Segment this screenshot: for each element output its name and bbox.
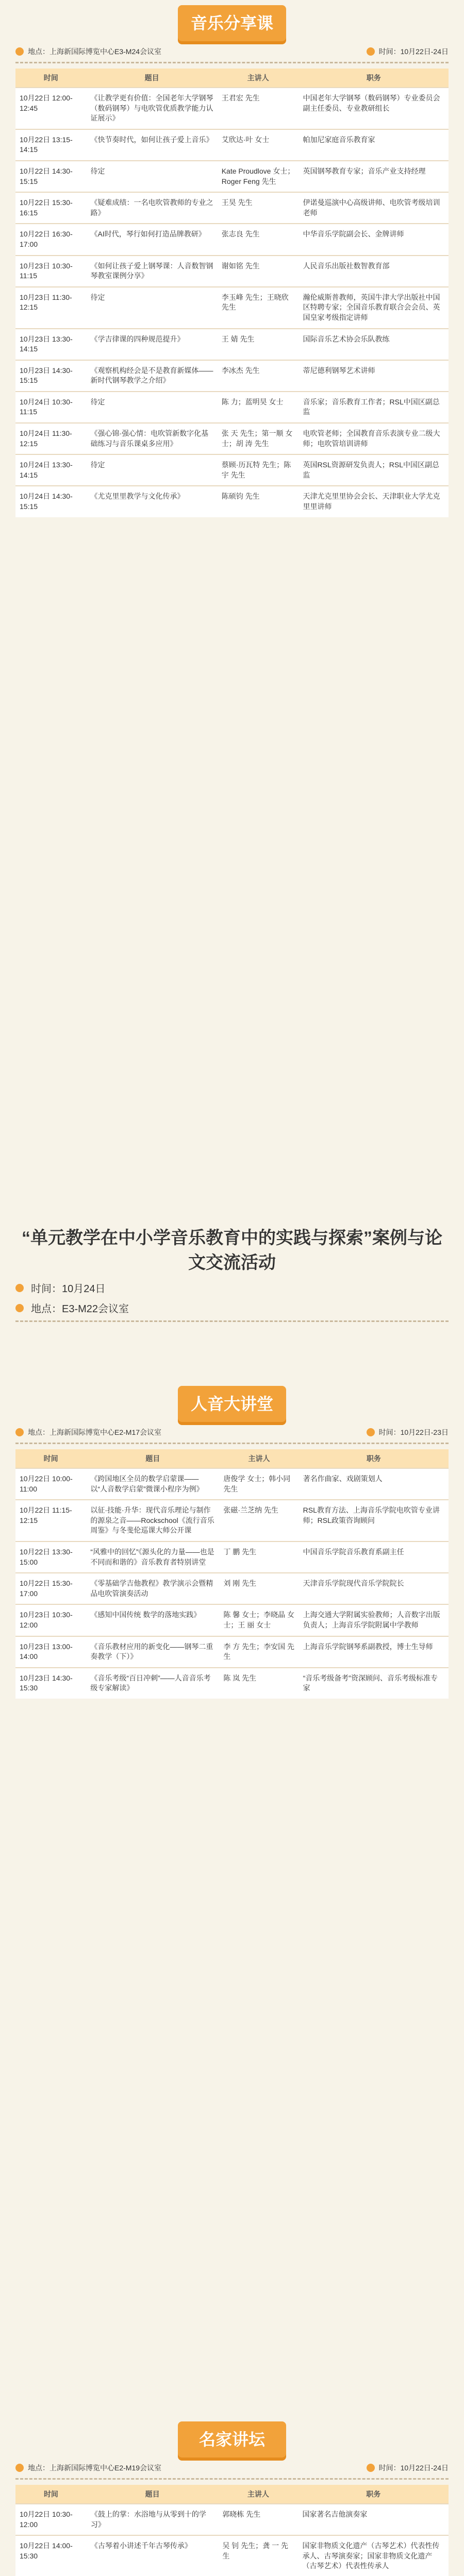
cell-speaker: 陈 馨 女士；李晓晶 女士；王 丽 女士 xyxy=(219,1604,299,1636)
cell-time: 10月23日 10:30-11:15 xyxy=(15,256,87,287)
forum-time: 时间：10月24日 xyxy=(31,1283,106,1295)
cell-speaker: 陈硕钧 先生 xyxy=(218,486,299,517)
cell-time: 10月22日 12:00-12:45 xyxy=(15,88,87,129)
cell-role: 上海音乐学院钢琴系副教授，博士生导师 xyxy=(299,1636,449,1668)
music-share-title: 音乐分享课 xyxy=(178,5,286,41)
cell-topic: 《观察机构经会是不是教育新媒体——新时代钢琴教学之介绍》 xyxy=(87,360,218,392)
cell-time: 10月24日 13:30-14:15 xyxy=(15,454,87,486)
cell-role: 音乐家；音乐教育工作者；RSL中国区副总监 xyxy=(299,392,449,423)
masters-table xyxy=(15,2485,449,2576)
cell-topic: 《跨国地区全员的数学启蒙课——以“人音数学启蒙”微课小程序为例》 xyxy=(86,1468,219,1500)
location-icon xyxy=(15,2464,24,2472)
cell-time: 10月24日 10:30-11:15 xyxy=(15,392,87,423)
col-topic: 题目 xyxy=(86,1449,219,1468)
col-speaker: 主讲人 xyxy=(218,2485,298,2504)
table-row xyxy=(15,129,449,161)
lecture-meta xyxy=(15,1422,449,1444)
table-row xyxy=(15,1636,449,1668)
cell-time: 10月22日 16:30-17:00 xyxy=(15,224,87,255)
lecture-location: 地点：上海新国际博览中心E2-M17会议室 xyxy=(28,1428,162,1436)
cell-speaker: 蔡顾·历瓦特 先生；陈宇 先生 xyxy=(218,454,299,486)
clock-icon xyxy=(15,1284,24,1292)
cell-role: 著名作曲家、戏剧策划人 xyxy=(299,1468,449,1500)
cell-time: 10月23日 11:30-12:15 xyxy=(15,287,87,329)
table-row xyxy=(15,161,449,192)
clock-icon xyxy=(367,47,375,56)
lecture-title: 人音大讲堂 xyxy=(178,1386,286,1422)
clock-icon xyxy=(367,2464,375,2472)
location-icon xyxy=(15,1304,24,1312)
table-row xyxy=(15,224,449,255)
table-row xyxy=(15,329,449,360)
cell-topic: 《感知中国传统 数学的落地实践》 xyxy=(86,1604,219,1636)
music-share-table xyxy=(15,69,449,517)
col-role: 职务 xyxy=(299,1449,449,1468)
table-row xyxy=(15,1604,449,1636)
cell-topic: 《零基础学吉他教程》教学演示会暨精品电吹管演奏活动 xyxy=(86,1573,219,1604)
cell-role: 中国音乐学院音乐教育系副主任 xyxy=(299,1541,449,1573)
cell-time: 10月23日 14:30-15:15 xyxy=(15,360,87,392)
cell-role: 天津尤克里里协会会长、天津职业大学尤克里里讲师 xyxy=(299,486,449,517)
table-row xyxy=(15,256,449,287)
cell-speaker: Kate Proudlove 女士；Roger Feng 先生 xyxy=(218,161,299,192)
cell-speaker: 王 婧 先生 xyxy=(218,329,299,360)
cell-role: 国家非物质文化遗产（古琴艺术）代表性传承人、古琴演奏家；国家非物质文化遗产（古琴艺术）代表性传承人 xyxy=(298,2535,449,2576)
masters-section xyxy=(15,2421,449,2576)
table-row xyxy=(15,1541,449,1573)
cell-time: 10月22日 10:00-11:00 xyxy=(15,1468,86,1500)
cell-topic: 《尤克里里教学与文化传承》 xyxy=(87,486,218,517)
table-row xyxy=(15,2504,449,2535)
cell-speaker: 王昊 先生 xyxy=(218,192,299,224)
cell-topic: 待定 xyxy=(87,454,218,486)
cell-speaker: 陈 力；蓝明昊 女士 xyxy=(218,392,299,423)
cell-topic: 《音乐考级“百日冲刺”——人音音乐考级专家解读》 xyxy=(86,1668,219,1699)
cell-speaker: 郭晓栋 先生 xyxy=(218,2504,298,2535)
cell-role: 天津音乐学院现代音乐学院院长 xyxy=(299,1573,449,1604)
cell-speaker: 李 方 先生；李安国 先生 xyxy=(219,1636,299,1668)
cell-topic: 《强心锦·强心情：电吹管新数字化基础练习与音乐课桌多应用》 xyxy=(87,423,218,454)
cell-speaker: 王君宏 先生 xyxy=(218,88,299,129)
table-row xyxy=(15,1668,449,1699)
cell-time: 10月23日 13:30-14:15 xyxy=(15,329,87,360)
cell-topic: 待定 xyxy=(87,392,218,423)
cell-role: 英国钢琴教育专家；音乐产业支持经理 xyxy=(299,161,449,192)
forum-section xyxy=(15,1226,449,1322)
forum-time-row xyxy=(15,1280,449,1295)
cell-time: 10月23日 10:30-12:00 xyxy=(15,1604,86,1636)
music-share-section xyxy=(15,5,449,517)
location-icon xyxy=(15,47,24,56)
cell-speaker: 李冰杰 先生 xyxy=(218,360,299,392)
cell-speaker: 刘 刚 先生 xyxy=(219,1573,299,1604)
cell-time: 10月22日 14:30-15:15 xyxy=(15,161,87,192)
cell-time: 10月22日 15:30-16:15 xyxy=(15,192,87,224)
cell-role: 伊诺曼巡演中心高级讲师、电吹管考级培训老师 xyxy=(299,192,449,224)
col-topic: 题目 xyxy=(87,2485,219,2504)
cell-role: 瀚伦威斯普教师，英国牛津大学出版社中国区特聘专家；全国音乐教育联合会会员、英国皇家考级指定讲师 xyxy=(299,287,449,329)
cell-time: 10月22日 15:30-17:00 xyxy=(15,1573,86,1604)
cell-speaker: 丁 鹏 先生 xyxy=(219,1541,299,1573)
masters-time: 时间：10月22日-24日 xyxy=(378,2464,449,2472)
cell-speaker: 李玉峰 先生；王晓欣 先生 xyxy=(218,287,299,329)
cell-speaker: 张志良 先生 xyxy=(218,224,299,255)
forum-place-row xyxy=(15,1300,449,1315)
cell-speaker: 艾欣达·叶 女士 xyxy=(218,129,299,161)
cell-time: 10月23日 14:30-15:30 xyxy=(15,1668,86,1699)
cell-speaker: 张 天 先生；第一顺 女士；胡 涛 先生 xyxy=(218,423,299,454)
cell-role: RSL教育方法、上海音乐学院电吹管专业讲师；RSL政策咨询顾问 xyxy=(299,1500,449,1541)
table-row xyxy=(15,486,449,517)
table-row xyxy=(15,423,449,454)
cell-topic: 《学吉律课的四种规范提升》 xyxy=(87,329,218,360)
col-time: 时间 xyxy=(15,1449,86,1468)
clock-icon xyxy=(367,1428,375,1436)
music-share-meta xyxy=(15,41,449,63)
masters-meta xyxy=(15,2458,449,2480)
cell-speaker: 谢如铭 先生 xyxy=(218,256,299,287)
cell-role: 国际音乐艺术协会乐队教练 xyxy=(299,329,449,360)
cell-time: 10月22日 11:15-12:15 xyxy=(15,1500,86,1541)
col-role: 职务 xyxy=(299,69,449,88)
lecture-time: 时间：10月22日-23日 xyxy=(378,1428,449,1436)
cell-role: 英国RSL资源研发负责人；RSL中国区副总监 xyxy=(299,454,449,486)
table-row xyxy=(15,2535,449,2576)
table-row xyxy=(15,1500,449,1541)
cell-role: 蒂尼德利钢琴艺术讲师 xyxy=(299,360,449,392)
cell-role: 电吹管老师；全国教育音乐表演专业二级大师；电吹管培训讲师 xyxy=(299,423,449,454)
cell-role: “音乐考级备考”资深顾问、音乐考级标准专家 xyxy=(299,1668,449,1699)
cell-topic: 《音乐教材应用的新变化——钢琴二重奏教学（下）》 xyxy=(86,1636,219,1668)
cell-speaker: 吴 钊 先生；龚 一 先生 xyxy=(218,2535,298,2576)
table-row xyxy=(15,192,449,224)
music-share-time: 时间：10月22日-24日 xyxy=(378,47,449,56)
table-row xyxy=(15,360,449,392)
location-icon xyxy=(15,1428,24,1436)
cell-topic: 《疑难成绩：一名电吹管教师的专业之路》 xyxy=(87,192,218,224)
cell-role: 上海交通大学附属实验教师；人音数字出版负责人；上海音乐学院附属中学教师 xyxy=(299,1604,449,1636)
cell-topic: 待定 xyxy=(87,161,218,192)
cell-topic: 以征·技能·升华：现代音乐理论与制作的源泉之音——Rockschool《流行音乐周鉴》与冬斐伦巡课大师公开课 xyxy=(86,1500,219,1541)
table-row xyxy=(15,392,449,423)
table-row xyxy=(15,88,449,129)
col-time: 时间 xyxy=(15,2485,87,2504)
masters-title: 名家讲坛 xyxy=(178,2421,286,2458)
cell-role: 中华音乐学院副会长、金牌讲师 xyxy=(299,224,449,255)
cell-topic: 《快节奏时代，如何让孩子爱上音乐》 xyxy=(87,129,218,161)
cell-topic: 《让教学更有价值：全国老年大学钢琴（数码钢琴）与电吹管优质教学能力认证展示》 xyxy=(87,88,218,129)
cell-time: 10月22日 10:30-12:00 xyxy=(15,2504,87,2535)
cell-topic: 《AI时代，琴行如何打造品牌教研》 xyxy=(87,224,218,255)
music-share-location: 地点：上海新国际博览中心E3-M24会议室 xyxy=(28,47,162,56)
cell-topic: 《鼓上的掌：水浴地与从零到十的学习》 xyxy=(87,2504,219,2535)
cell-time: 10月24日 14:30-15:15 xyxy=(15,486,87,517)
cell-role: 帕加尼家庭音乐教育家 xyxy=(299,129,449,161)
table-row xyxy=(15,287,449,329)
cell-role: 中国老年大学钢琴（数码钢琴）专业委员会副主任委员、专业教研组长 xyxy=(299,88,449,129)
col-speaker: 主讲人 xyxy=(218,69,299,88)
col-speaker: 主讲人 xyxy=(219,1449,299,1468)
cell-topic: 《古琴着小讲述千年古琴传承》 xyxy=(87,2535,219,2576)
cell-role: 国家著名吉他演奏家 xyxy=(298,2504,449,2535)
cell-time: 10月22日 14:00-15:30 xyxy=(15,2535,87,2576)
cell-topic: “风雅中的回忆”《源头化的力量——也是不同而和谐的》音乐教育者特别讲堂 xyxy=(86,1541,219,1573)
cell-time: 10月24日 11:30-12:15 xyxy=(15,423,87,454)
cell-speaker: 张磁·兰芝纳 先生 xyxy=(219,1500,299,1541)
cell-role: 人民音乐出版社数智教育部 xyxy=(299,256,449,287)
cell-time: 10月23日 13:00-14:00 xyxy=(15,1636,86,1668)
table-row xyxy=(15,1573,449,1604)
col-time: 时间 xyxy=(15,69,87,88)
forum-title: “单元教学在中小学音乐教育中的实践与探索”案例与论文交流活动 xyxy=(22,1228,442,1273)
table-row xyxy=(15,1468,449,1500)
lecture-table xyxy=(15,1449,449,1699)
col-topic: 题目 xyxy=(87,69,218,88)
cell-speaker: 唐俊学 女士；韩小同 先生 xyxy=(219,1468,299,1500)
masters-location: 地点：上海新国际博览中心E2-M19会议室 xyxy=(28,2464,162,2472)
col-role: 职务 xyxy=(298,2485,449,2504)
cell-time: 10月22日 13:30-15:00 xyxy=(15,1541,86,1573)
cell-speaker: 陈 岚 先生 xyxy=(219,1668,299,1699)
lecture-section xyxy=(15,1386,449,1699)
cell-topic: 《如何让孩子爱上钢琴课：人音数智钢琴教室课例分享》 xyxy=(87,256,218,287)
table-row xyxy=(15,454,449,486)
cell-time: 10月22日 13:15-14:15 xyxy=(15,129,87,161)
cell-topic: 待定 xyxy=(87,287,218,329)
forum-place: 地点：E3-M22会议室 xyxy=(31,1303,129,1315)
